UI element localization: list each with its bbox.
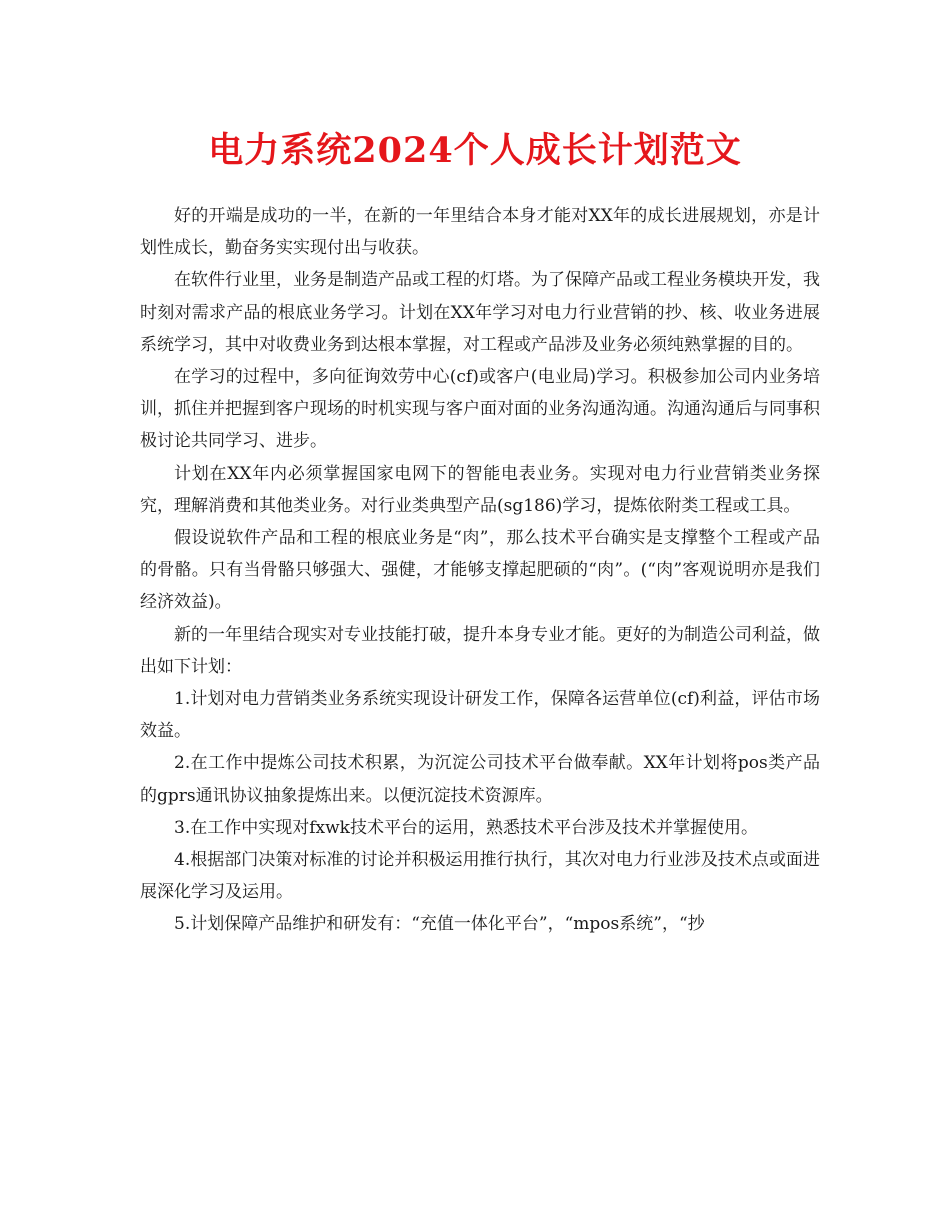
list-item-1: 1.计划对电力营销类业务系统实现设计研发工作，保障各运营单位(cf)利益，评估市场效益。	[140, 689, 820, 742]
paragraph-6: 新的一年里结合现实对专业技能打破，提升本身专业才能。更好的为制造公司利益，做出如下计划：	[140, 624, 820, 677]
paragraph-4: 计划在XX年内必须掌握国家电网下的智能电表业务。实现对电力行业营销类业务探究，理解消费和其他类业务。对行业类典型产品(sg186)学习，提炼依附类工程或工具。	[140, 463, 820, 516]
list-item-2: 2.在工作中提炼公司技术积累，为沉淀公司技术平台做奉献。XX年计划将pos类产品的gprs通讯协议抽象提炼出来。以便沉淀技术资源库。	[140, 753, 820, 806]
paragraph-1: 好的开端是成功的一半，在新的一年里结合本身才能对XX年的成长进展规划，亦是计划性成长，勤奋务实实现付出与收获。	[140, 206, 820, 259]
paragraph-3: 在学习的过程中，多向征询效劳中心(cf)或客户(电业局)学习。积极参加公司内业务培训，抓住并把握到客户现场的时机实现与客户面对面的业务沟通沟通。沟通沟通后与同事积极讨论共同学习、进步。	[140, 367, 820, 452]
list-item-4: 4.根据部门决策对标准的讨论并积极运用推行执行，其次对电力行业涉及技术点或面进展深化学习及运用。	[140, 850, 820, 903]
paragraph-5: 假设说软件产品和工程的根底业务是“肉”，那么技术平台确实是支撑整个工程或产品的骨骼。只有当骨骼只够强大、强健，才能够支撑起肥硕的“肉”。(“肉”客观说明亦是我们经济效益)。	[140, 528, 820, 613]
list-item-5: 5.计划保障产品维护和研发有：“充值一体化平台”，“mpos系统”，“抄	[174, 914, 705, 935]
list-item-3: 3.在工作中实现对fxwk技术平台的运用，熟悉技术平台涉及技术并掌握使用。	[174, 817, 758, 838]
document-title: 电力系统2024个人成长计划范文	[208, 130, 742, 171]
document-body	[140, 200, 820, 941]
paragraph-2: 在软件行业里，业务是制造产品或工程的灯塔。为了保障产品或工程业务模块开发，我时刻对需求产品的根底业务学习。计划在XX年学习对电力行业营销的抄、核、收业务进展系统学习，其中对收费业务到达根本掌握，对工程或产品涉及业务必须纯熟掌握的目的。	[140, 270, 820, 355]
